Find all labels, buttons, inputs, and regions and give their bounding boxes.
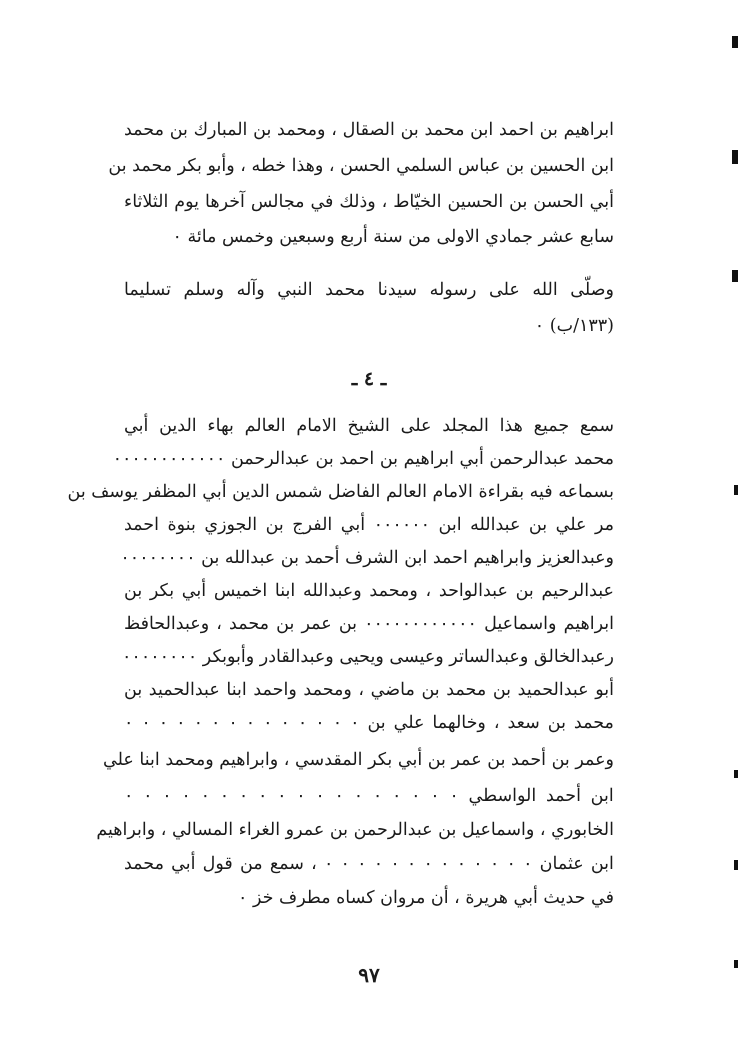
paragraph3-line: محمد بن سعد ، وخالهما علي بن ٠ ٠ ٠ ٠ ٠ ٠ ٠ ٠ ٠ ٠ ٠ ٠ ٠ ٠ [124, 713, 614, 733]
paragraph3-line: أبو عبدالحميد بن محمد بن ماضي ، ومحمد واحمد ابنا عبدالحميد بن [124, 680, 614, 700]
paragraph3-line: ابراهيم واسماعيل ٠٠٠٠٠٠٠٠٠٠٠٠ بن عمر بن محمد ، وعبدالحافظ [124, 614, 614, 634]
paragraph1-line: سابع عشر جمادي الاولى من سنة أربع وسبعين وخمس مائة ٠ [172, 227, 614, 247]
paragraph3-line: سمع جميع هذا المجلد على الشيخ الامام العالم بهاء الدين أبي [124, 416, 614, 436]
paragraph3-line: رعبدالخالق وعبدالساتر وعيسى ويحيى وعبدالقادر وأبوبكر ٠٠٠٠٠٠٠٠ [122, 647, 614, 667]
paragraph3-line: مر علي بن عبدالله ابن ٠٠٠٠٠٠ أبي الفرج بن الجوزي بنوة احمد [124, 515, 614, 535]
paragraph2-line: (١٣٣/ب) ٠ [534, 316, 614, 336]
paragraph2-line: وصلّى الله على رسوله سيدنا محمد النبي وآله وسلم تسليما [124, 280, 614, 300]
page-number: ٩٧ [358, 963, 380, 987]
paragraph3-line: عبدالرحيم بن عبدالواحد ، ومحمد وعبدالله ابنا اخميس أبي بكر بن [124, 581, 614, 601]
scan-edge-mark [734, 770, 738, 778]
paragraph3-line: في حديث أبي هريرة ، أن مروان كساه مطرف خز ٠ [238, 888, 614, 908]
paragraph3-line: وعبدالعزيز وابراهيم احمد ابن الشرف أحمد بن عبدالله بن ٠٠٠٠٠٠٠٠ [120, 548, 614, 568]
scan-edge-mark [734, 485, 738, 495]
paragraph1-line: أبي الحسن بن الحسين الخيّاط ، وذلك في مجالس آخرها يوم الثلاثاء [124, 192, 614, 212]
scan-edge-mark [732, 150, 738, 164]
scan-edge-mark [734, 960, 738, 968]
section-heading: ـ ٤ ـ [351, 368, 387, 390]
paragraph3-line: وعمر بن أحمد بن عمر بن أبي بكر المقدسي ، وابراهيم ومحمد ابنا علي [103, 750, 614, 770]
paragraph3-line: محمد عبدالرحمن أبي ابراهيم بن احمد بن عبدالرحمن ٠٠٠٠٠٠٠٠٠٠٠٠ [112, 449, 614, 469]
scan-edge-mark [734, 860, 738, 870]
paragraph3-line: ابن عثمان ٠ ٠ ٠ ٠ ٠ ٠ ٠ ٠ ٠ ٠ ٠ ٠ ٠ ، سمع من قول أبي محمد [124, 854, 614, 874]
scan-edge-mark [732, 36, 738, 48]
paragraph3-line: ابن أحمد الواسطي ٠ ٠ ٠ ٠ ٠ ٠ ٠ ٠ ٠ ٠ ٠ ٠ ٠ ٠ ٠ ٠ ٠ ٠ [124, 786, 614, 806]
paragraph3-line: الخابوري ، واسماعيل بن عبدالرحمن بن عمرو الغراء المسالي ، وابراهيم [96, 820, 614, 840]
paragraph3-line: بسماعه فيه بقراءة الامام العالم الفاضل شمس الدين أبي المظفر يوسف بن [67, 482, 614, 502]
paragraph1-line: ابراهيم بن احمد ابن محمد بن الصقال ، ومحمد بن المبارك بن محمد [124, 120, 614, 140]
scan-edge-mark [732, 270, 738, 282]
paragraph1-line: ابن الحسين بن عباس السلمي الحسن ، وهذا خطه ، وأبو بكر محمد بن [108, 156, 614, 176]
